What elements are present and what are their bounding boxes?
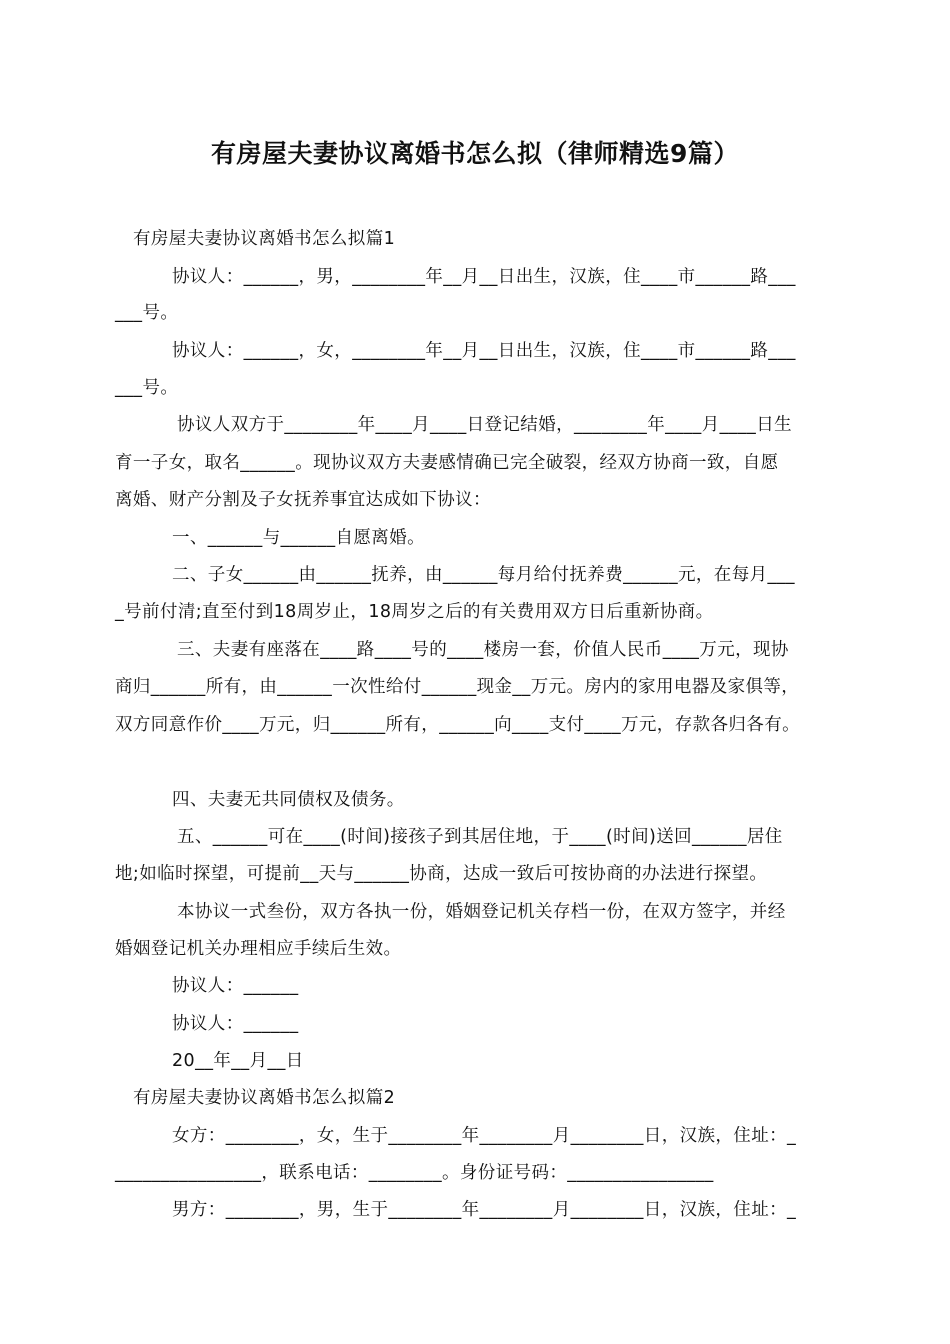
paragraph-line: 地;如临时探望，可提前__天与______协商，达成一致后可按协商的办法进行探望。 [115,864,768,884]
section-heading-1: 有房屋夫妻协议离婚书怎么拟篇1 [133,229,396,249]
document-title: 有房屋夫妻协议离婚书怎么拟（律师精选9篇） [211,139,739,168]
paragraph-line: 五、______可在____(时间)接孩子到其居住地，于____(时间)送回______居住 [177,827,783,847]
paragraph-line: 四、夫妻无共同债权及债务。 [172,790,405,810]
section-heading-2: 有房屋夫妻协议离婚书怎么拟篇2 [133,1088,396,1108]
paragraph-line: 商归______所有，由______一次性给付______现金__万元。房内的家用电器及家俱等， [115,677,800,697]
paragraph-line: 育一子女，取名______。现协议双方夫妻感情确已完全破裂，经双方协商一致，自愿 [115,453,779,473]
paragraph-line: ________________，联系电话：________。身份证号码：________________ [115,1163,714,1183]
paragraph-line: 本协议一式叁份，双方各执一份，婚姻登记机关存档一份，在双方签字，并经 [177,902,786,922]
paragraph-line: 婚姻登记机关办理相应手续后生效。 [115,939,402,959]
paragraph-line: 离婚、财产分割及子女抚养事宜达成如下协议： [115,490,491,510]
paragraph-line: 双方同意作价____万元，归______所有，______向____支付____万元，存款各归各有。 [115,715,800,735]
signature-line: 协议人：______ [172,976,299,996]
paragraph-line: 协议人：______，男，________年__月__日出生，汉族，住____市______路___ [172,267,796,287]
paragraph-line: 三、夫妻有座落在____路____号的____楼房一套，价值人民币____万元，现协 [177,640,789,660]
paragraph-line: 二、子女______由______抚养，由______每月给付抚养费______元，在每月___ [172,565,795,585]
paragraph-line: 一、______与______自愿离婚。 [172,528,425,548]
paragraph-line: 女方：________，女，生于________年________月________日，汉族，住址：_ [172,1126,797,1146]
date-line: 20__年__月__日 [172,1051,304,1071]
paragraph-line: 协议人：______，女，________年__月__日出生，汉族，住____市______路___ [172,341,796,361]
paragraph-line: 男方：________，男，生于________年________月________日，汉族，住址：_ [172,1200,797,1220]
paragraph-line: _号前付清;直至付到18周岁止，18周岁之后的有关费用双方日后重新协商。 [115,602,714,622]
signature-line: 协议人：______ [172,1014,299,1034]
paragraph-line: ___号。 [115,378,179,398]
paragraph-line: 协议人双方于________年____月____日登记结婚，________年____月____日生 [177,415,792,435]
paragraph-line: ___号。 [115,303,179,323]
